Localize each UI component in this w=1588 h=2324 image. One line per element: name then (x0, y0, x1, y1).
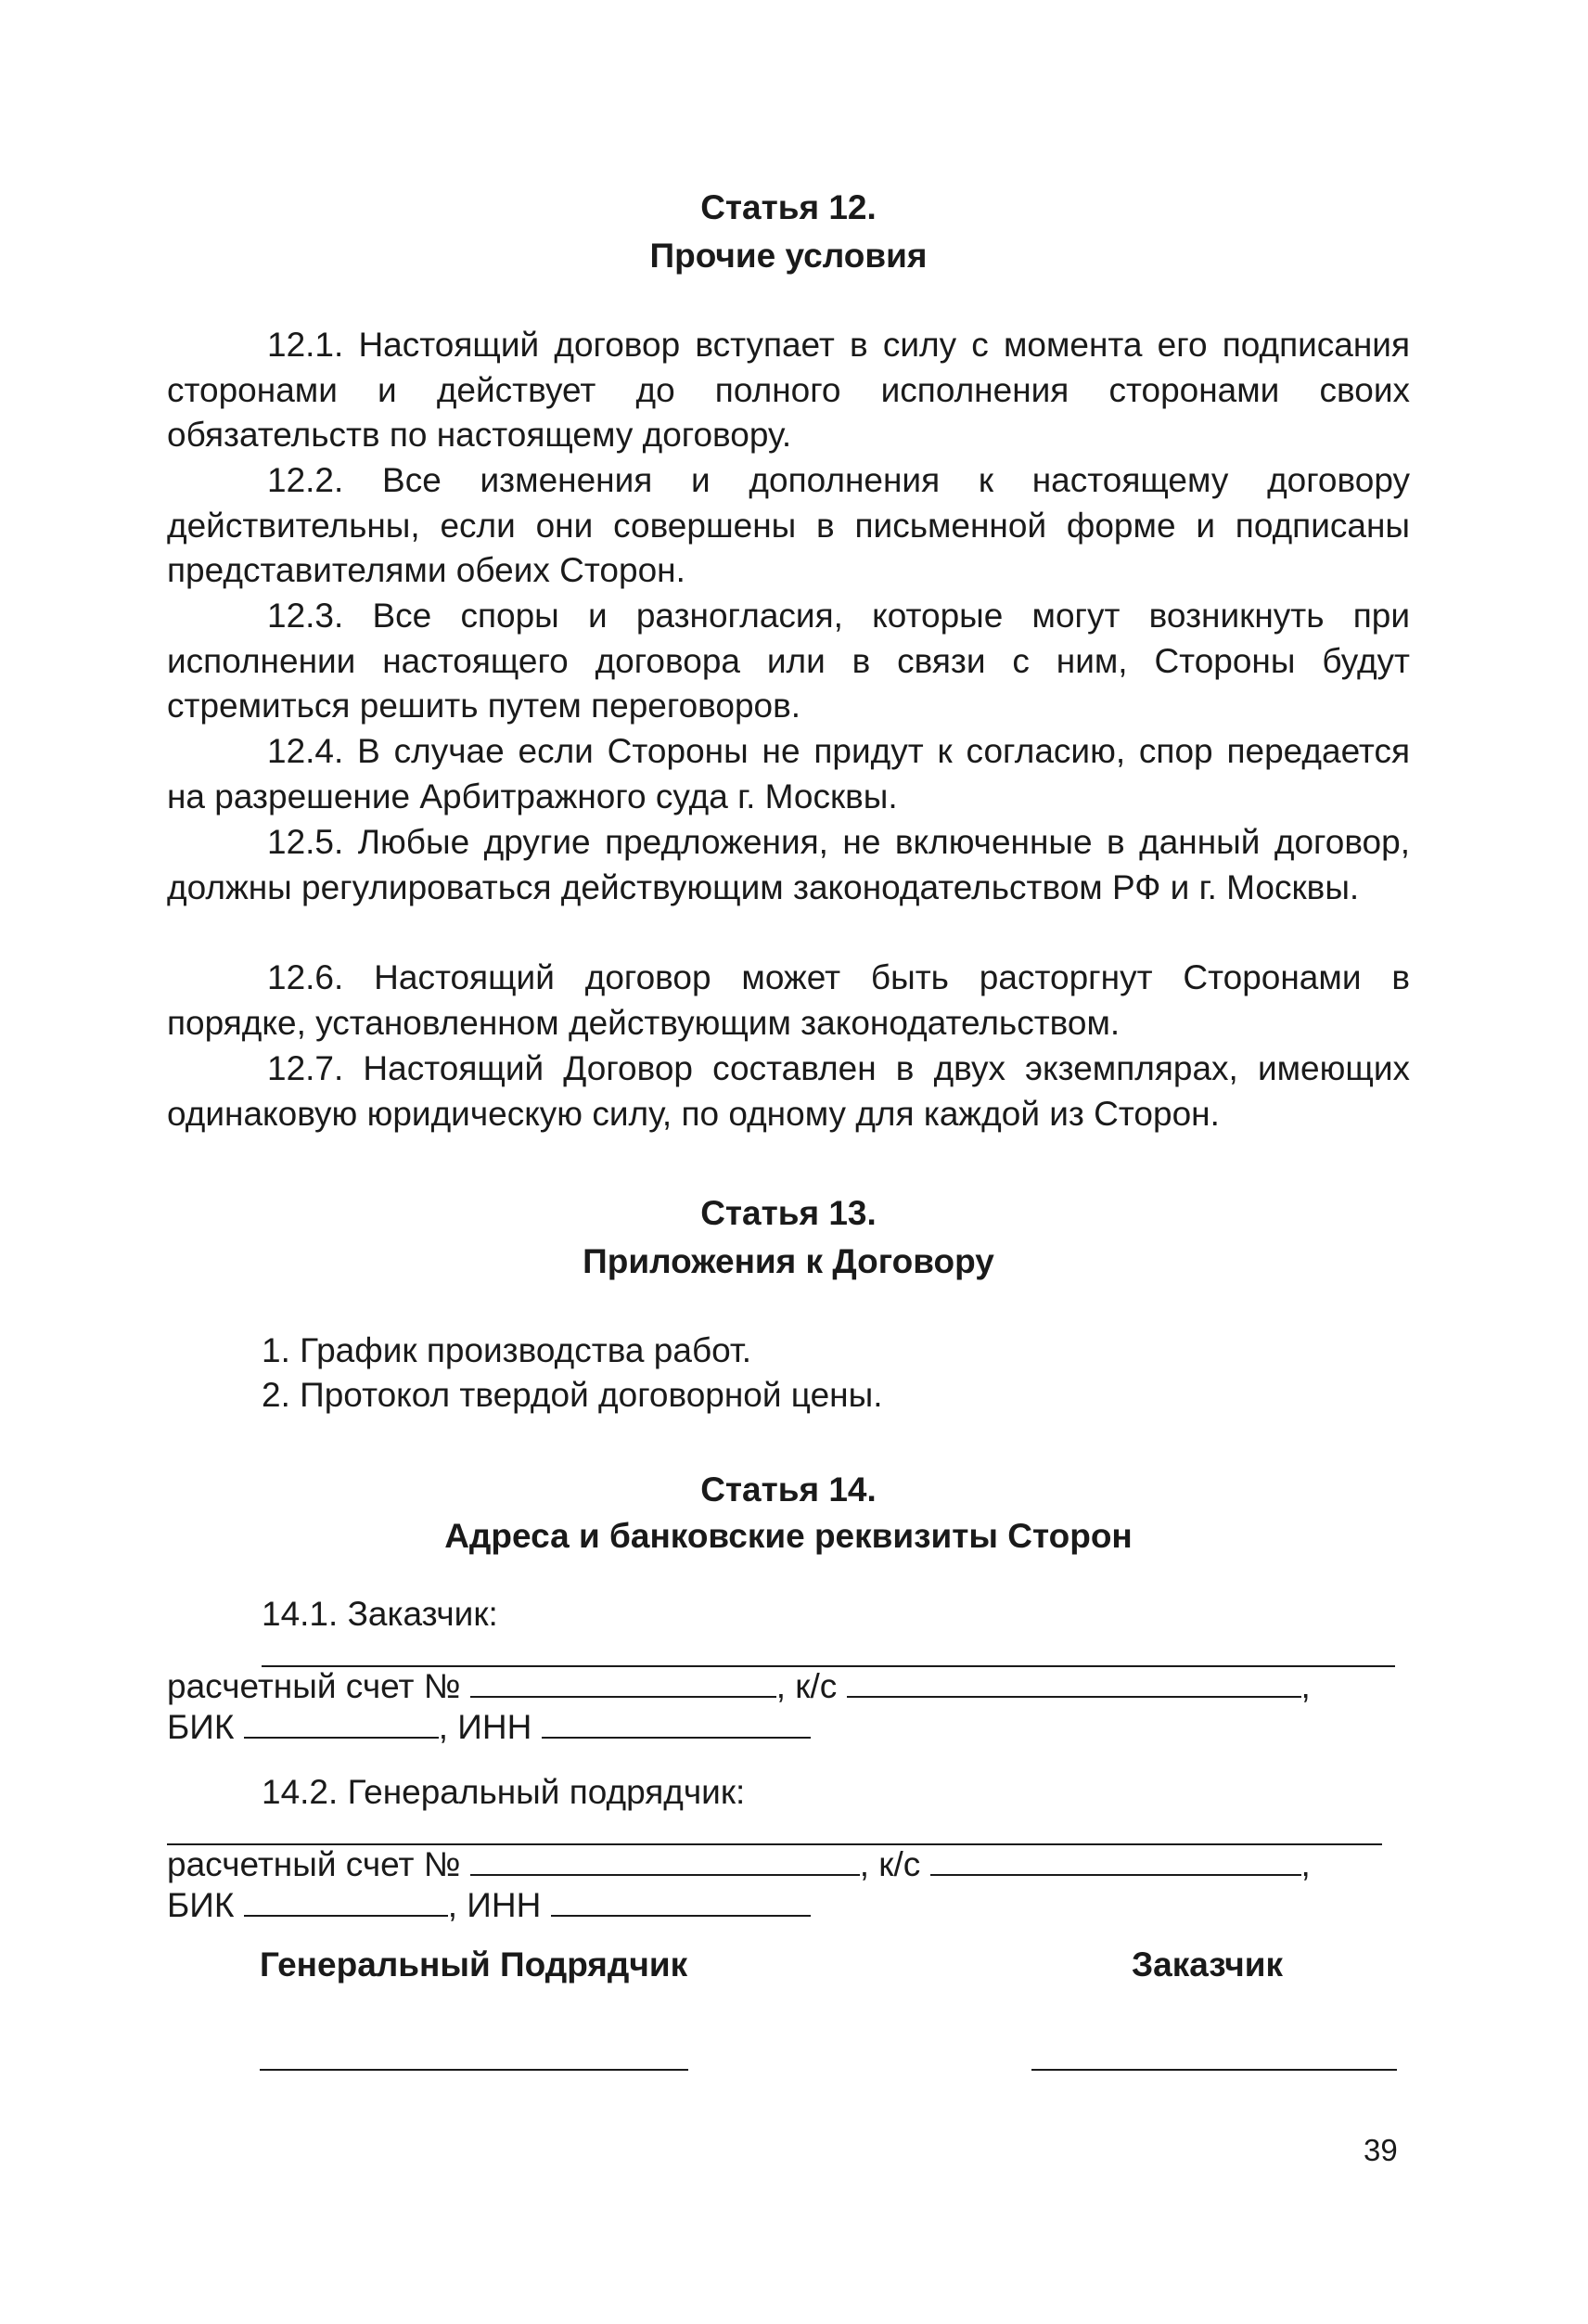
line-comma: , (1300, 1845, 1311, 1883)
ks-blank (847, 1668, 1301, 1698)
inn-label: , ИНН (438, 1708, 532, 1746)
inn-blank (551, 1887, 811, 1917)
account-label: расчетный счет № (167, 1845, 461, 1883)
account-blank (470, 1668, 776, 1698)
ks-label: , к/с (859, 1845, 921, 1883)
clause-12-2: 12.2. Все изменения и дополнения к настоящему договору действительны, если они совершены в письменной форме и подписаны представителями обеих Сторон. (167, 461, 1410, 589)
article-14-subtitle: Адреса и банковские реквизиты Сторон (444, 1517, 1133, 1555)
bik-label: БИК (167, 1708, 235, 1746)
clause-12-7: 12.7. Настоящий Договор составлен в двух экземплярах, имеющих одинаковую юридическую силу, по одному для каждой из Сторон. (167, 1049, 1410, 1133)
article-13-subtitle: Приложения к Договору (583, 1242, 994, 1280)
customer-label: 14.1. Заказчик: (262, 1595, 498, 1633)
signature-customer-label: Заказчик (1132, 1945, 1284, 1984)
bik-label: БИК (167, 1886, 235, 1924)
ks-blank (930, 1846, 1301, 1876)
appendix-item-2: 2. Протокол твердой договорной цены. (262, 1376, 883, 1414)
article-12-subtitle: Прочие условия (649, 237, 928, 275)
article-13-title: Статья 13. (700, 1194, 877, 1232)
contractor-label: 14.2. Генеральный подрядчик: (262, 1773, 746, 1811)
bik-blank (244, 1709, 439, 1739)
signature-contractor-label: Генеральный Подрядчик (260, 1945, 688, 1984)
contractor-bik-line (167, 1885, 811, 1926)
signature-contractor-line (260, 2069, 688, 2071)
account-blank (470, 1846, 860, 1876)
line-comma: , (1300, 1667, 1311, 1705)
inn-label: , ИНН (447, 1886, 542, 1924)
clause-12-6: 12.6. Настоящий договор может быть расторгнут Сторонами в порядке, установленном действующим законодательством. (167, 958, 1410, 1042)
inn-blank (542, 1709, 811, 1739)
page-number: 39 (1364, 2133, 1398, 2167)
clause-12-5: 12.5. Любые другие предложения, не включенные в данный договор, должны регулироваться действующим законодательством РФ и г. Москвы. (167, 823, 1410, 906)
clause-12-4: 12.4. В случае если Стороны не придут к согласию, спор передается на разрешение Арбитражного суда г. Москвы. (167, 732, 1410, 815)
signature-customer-line (1031, 2069, 1397, 2071)
account-label: расчетный счет № (167, 1667, 461, 1705)
article-14-title: Статья 14. (700, 1470, 877, 1509)
article-12-title: Статья 12. (700, 188, 877, 226)
clause-12-1: 12.1. Настоящий договор вступает в силу с момента его подписания сторонами и действует до полного исполнения сторонами своих обязательств по настоящему договору. (167, 326, 1410, 454)
ks-label: , к/с (775, 1667, 838, 1705)
appendix-item-1: 1. График производства работ. (262, 1331, 752, 1369)
contractor-account-line (167, 1844, 1311, 1885)
customer-bik-line (167, 1707, 811, 1748)
clause-12-3: 12.3. Все споры и разногласия, которые могут возникнуть при исполнении настоящего договора или в связи с ним, Стороны будут стремиться решить путем переговоров. (167, 597, 1410, 725)
customer-account-line (167, 1666, 1311, 1707)
bik-blank (244, 1887, 448, 1917)
